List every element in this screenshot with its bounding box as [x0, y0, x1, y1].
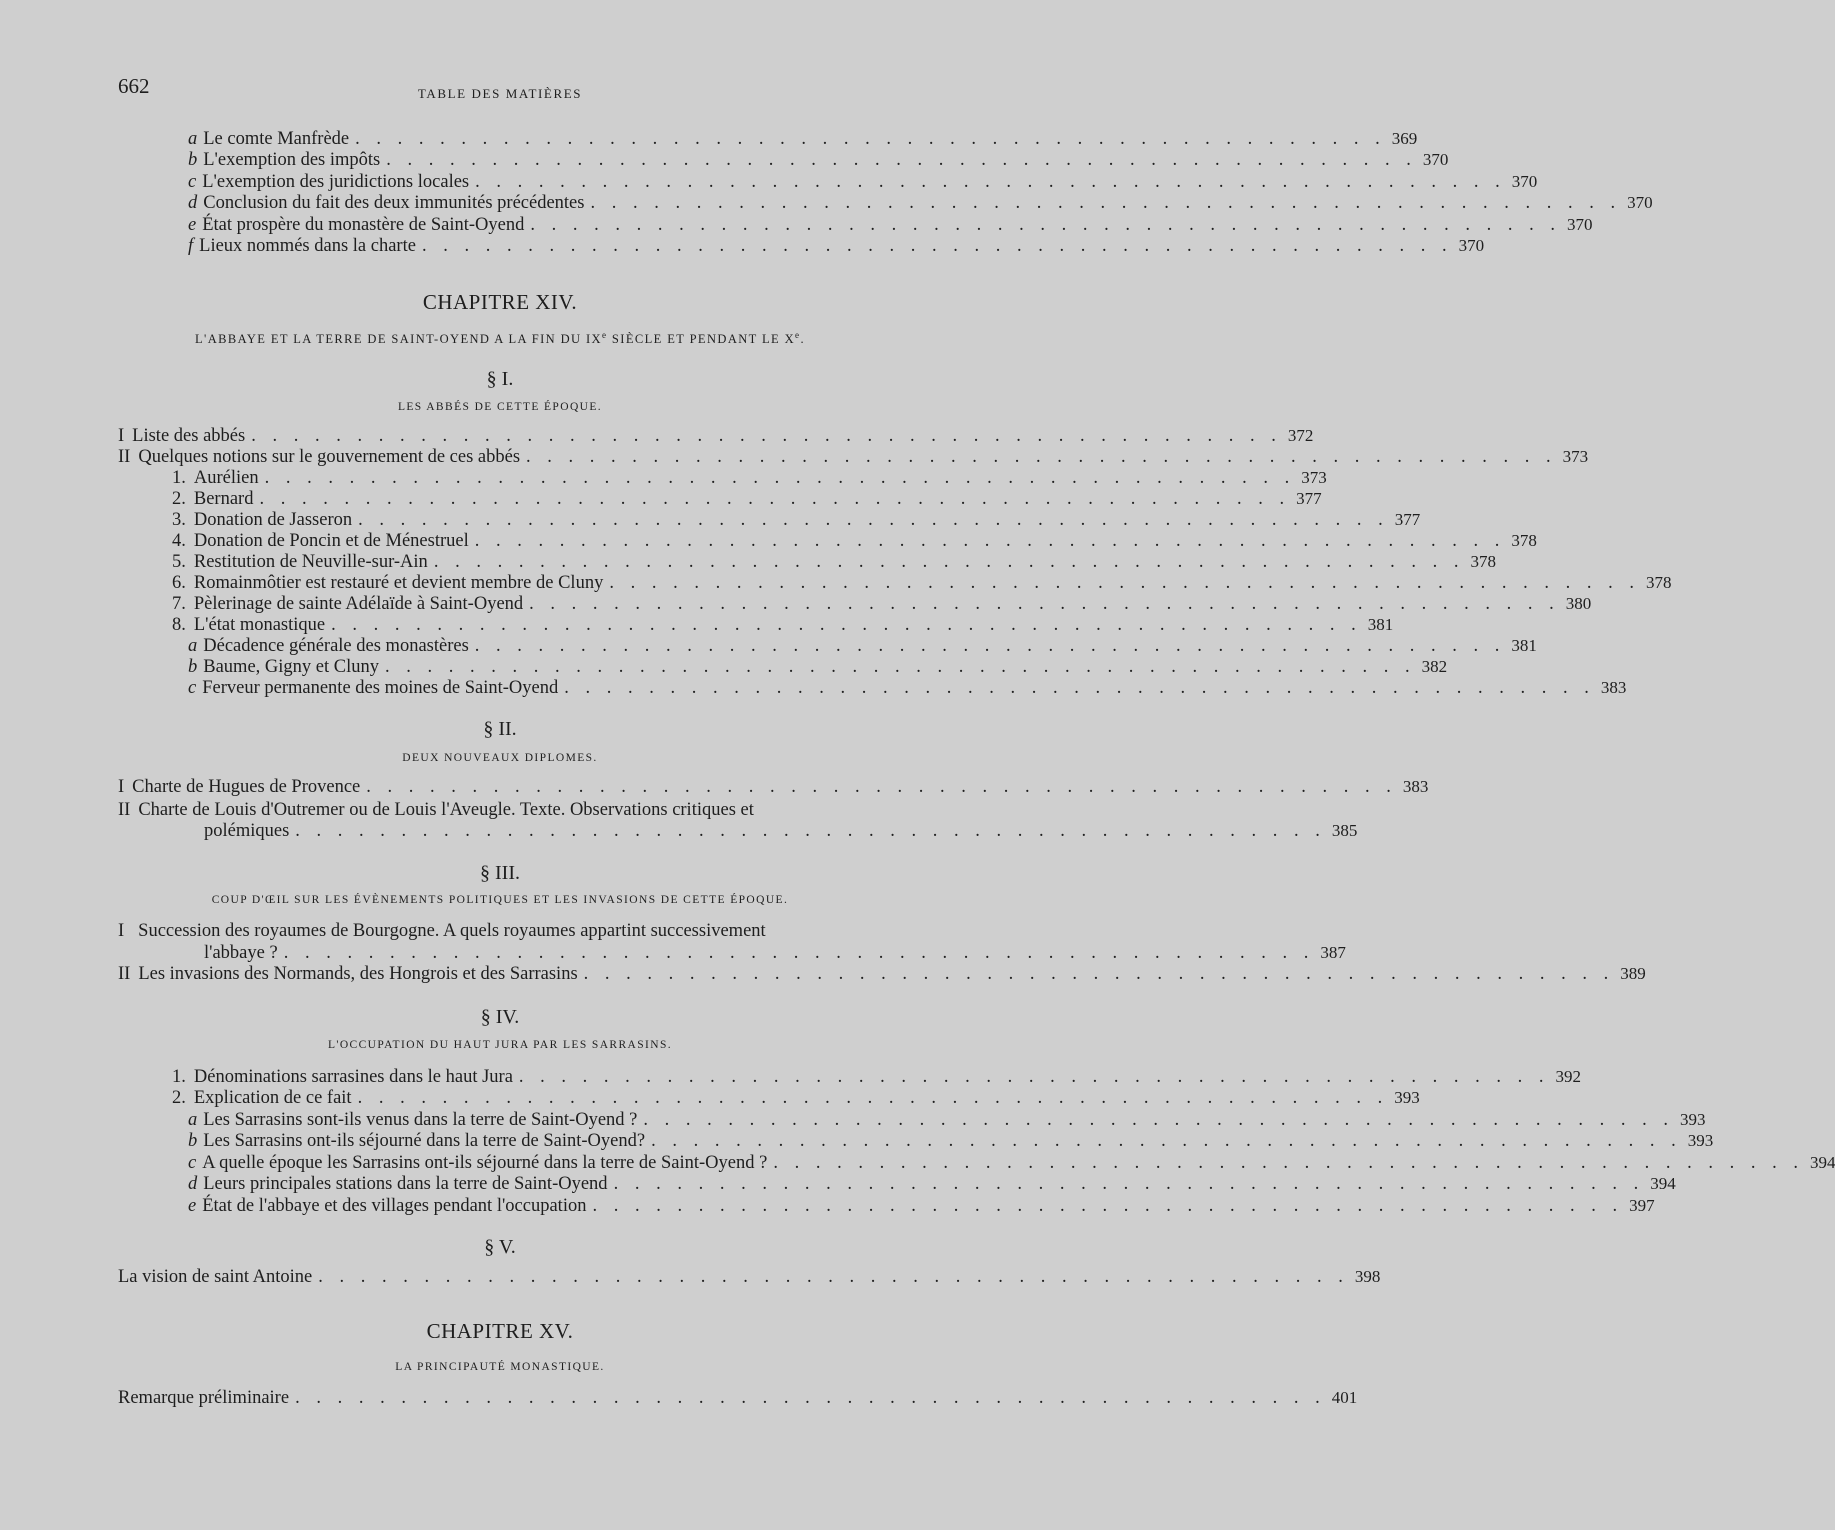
page-ref: 383 [1600, 678, 1627, 697]
toc-entry: 1. Aurélien . . . . . . . . . . . . . . . . . . . . . . . . . . . . . . . . . . . . . . . . . . . . . . . . . 373 [172, 468, 1327, 488]
page-ref: 372 [1287, 426, 1314, 445]
page-ref: 394 [1809, 1153, 1835, 1172]
toc-entry: 2. Bernard . . . . . . . . . . . . . . . . . . . . . . . . . . . . . . . . . . . . . . . . . . . . . . . . . 377 [172, 489, 1322, 509]
toc-entry: c L'exemption des juridictions locales . . . . . . . . . . . . . . . . . . . . . . . . . . . . . . . . . . . . . . . . . . . . . . . . . 370 [188, 172, 1538, 192]
toc-entry: f Lieux nommés dans la charte . . . . . . . . . . . . . . . . . . . . . . . . . . . . . . . . . . . . . . . . . . . . . . . . . 370 [188, 236, 1485, 256]
page-ref: 373 [1301, 468, 1327, 487]
page-ref: 393 [1680, 1110, 1706, 1129]
page-ref: 385 [1331, 821, 1358, 840]
section-mark: § II. [483, 718, 517, 740]
toc-entry: I Liste des abbés . . . . . . . . . . . . . . . . . . . . . . . . . . . . . . . . . . . . . . . . . . . . . . . . . 372 [118, 426, 1314, 446]
toc-entry: 2. Explication de ce fait . . . . . . . . . . . . . . . . . . . . . . . . . . . . . . . . . . . . . . . . . . . . . . . . . 393 [172, 1088, 1420, 1108]
page-ref: 377 [1296, 489, 1322, 508]
toc-entry-line: I Succession des royaumes de Bourgogne. A quels royaumes appartint successivement [118, 921, 766, 941]
toc-entry: La vision de saint Antoine . . . . . . . . . . . . . . . . . . . . . . . . . . . . . . . . . . . . . . . . . . . . . . . . . 398 [118, 1267, 1381, 1287]
page-ref: 392 [1555, 1067, 1582, 1086]
toc-entry: a Décadence générale des monastères . . . . . . . . . . . . . . . . . . . . . . . . . . . . . . . . . . . . . . . . . . . . . . . . . 381 [188, 636, 1537, 656]
page-ref: 383 [1402, 777, 1429, 796]
section-heading: DEUX NOUVEAUX DIPLOMES. [402, 752, 598, 764]
toc-entry-line: II Charte de Louis d'Outremer ou de Louis l'Aveugle. Texte. Observations critiques et [118, 800, 754, 820]
section-mark: § V. [484, 1236, 516, 1258]
page-ref: 401 [1331, 1388, 1358, 1407]
page-number: 662 [118, 74, 150, 98]
toc-entry: II Les invasions des Normands, des Hongrois et des Sarrasins . . . . . . . . . . . . . . . . . . . . . . . . . . . . . . . . . . . . . . . . . . . . . . . . . 389 [118, 964, 1646, 984]
toc-entry: e État de l'abbaye et des villages pendant l'occupation . . . . . . . . . . . . . . . . . . . . . . . . . . . . . . . . . . . . . . . . . . . . . . . . . 397 [188, 1196, 1655, 1216]
toc-entry: 8. L'état monastique . . . . . . . . . . . . . . . . . . . . . . . . . . . . . . . . . . . . . . . . . . . . . . . . . 381 [172, 615, 1394, 635]
page-ref: 393 [1687, 1131, 1714, 1150]
chapter-subtitle: LA PRINCIPAUTÉ MONASTIQUE. [395, 1361, 605, 1373]
toc-entry: 4. Donation de Poncin et de Ménestruel . . . . . . . . . . . . . . . . . . . . . . . . . . . . . . . . . . . . . . . . . . . . . . . . . 378 [172, 531, 1537, 551]
page-ref: 381 [1511, 636, 1537, 655]
toc-entry: d Conclusion du fait des deux immunités précédentes . . . . . . . . . . . . . . . . . . . . . . . . . . . . . . . . . . . . . . . . . . . . . . . . . 370 [188, 193, 1653, 213]
toc-entry: Remarque préliminaire . . . . . . . . . . . . . . . . . . . . . . . . . . . . . . . . . . . . . . . . . . . . . . . . . 401 [118, 1388, 1358, 1408]
running-title: TABLE DES MATIÈRES [417, 86, 583, 101]
toc-entry: b Les Sarrasins ont-ils séjourné dans la terre de Saint-Oyend? . . . . . . . . . . . . . . . . . . . . . . . . . . . . . . . . . . . . . . . . . . . . . . . . . 393 [188, 1131, 1714, 1151]
section-heading: LES ABBÉS DE CETTE ÉPOQUE. [397, 401, 603, 413]
page-ref: 369 [1391, 129, 1418, 148]
toc-entry: I Charte de Hugues de Provence . . . . . . . . . . . . . . . . . . . . . . . . . . . . . . . . . . . . . . . . . . . . . . . . . 383 [118, 777, 1429, 797]
page-ref: 370 [1458, 236, 1485, 255]
toc-entry: 1. Dénominations sarrasines dans le haut Jura . . . . . . . . . . . . . . . . . . . . . . . . . . . . . . . . . . . . . . . . . . . . . . . . . 392 [172, 1067, 1582, 1087]
page-ref: 370 [1422, 150, 1449, 169]
page-ref: 387 [1320, 943, 1346, 962]
page-ref: 370 [1566, 215, 1593, 234]
page-ref: 378 [1645, 573, 1672, 592]
toc-entry: b L'exemption des impôts . . . . . . . . . . . . . . . . . . . . . . . . . . . . . . . . . . . . . . . . . . . . . . . . . 370 [188, 150, 1449, 170]
toc-entry: polémiques . . . . . . . . . . . . . . . . . . . . . . . . . . . . . . . . . . . . . . . . . . . . . . . . . 385 [204, 821, 1358, 841]
page-ref: 394 [1650, 1174, 1676, 1193]
toc-entry: 7. Pèlerinage de sainte Adélaïde à Saint-Oyend . . . . . . . . . . . . . . . . . . . . . . . . . . . . . . . . . . . . . . . . . . . . . . . . . 380 [172, 594, 1592, 614]
toc-entry: II Quelques notions sur le gouvernement de ces abbés . . . . . . . . . . . . . . . . . . . . . . . . . . . . . . . . . . . . . . . . . . . . . . . . . 373 [118, 447, 1589, 467]
page-ref: 393 [1394, 1088, 1420, 1107]
chapter-subtitle: L'ABBAYE ET LA TERRE DE SAINT-OYEND A LA FIN DU IXe SIÈCLE ET PENDANT LE Xe. [195, 330, 805, 347]
page-ref: 382 [1421, 657, 1448, 676]
section-heading: COUP D'ŒIL SUR LES ÉVÈNEMENTS POLITIQUES ET LES INVASIONS DE CETTE ÉPOQUE. [211, 894, 789, 906]
toc-entry: l'abbaye ? . . . . . . . . . . . . . . . . . . . . . . . . . . . . . . . . . . . . . . . . . . . . . . . . . 387 [204, 943, 1346, 963]
toc-entry: 6. Romainmôtier est restauré et devient membre de Cluny . . . . . . . . . . . . . . . . . . . . . . . . . . . . . . . . . . . . . . . . . . . . . . . . . 378 [172, 573, 1672, 593]
toc-entry: a Le comte Manfrède . . . . . . . . . . . . . . . . . . . . . . . . . . . . . . . . . . . . . . . . . . . . . . . . . 369 [188, 129, 1418, 149]
toc-entry: d Leurs principales stations dans la terre de Saint-Oyend . . . . . . . . . . . . . . . . . . . . . . . . . . . . . . . . . . . . . . . . . . . . . . . . . 394 [188, 1174, 1676, 1194]
toc-entry: e État prospère du monastère de Saint-Oyend . . . . . . . . . . . . . . . . . . . . . . . . . . . . . . . . . . . . . . . . . . . . . . . . . 370 [188, 215, 1593, 235]
toc-entry: b Baume, Gigny et Cluny . . . . . . . . . . . . . . . . . . . . . . . . . . . . . . . . . . . . . . . . . . . . . . . . . 382 [188, 657, 1448, 677]
page-ref: 370 [1627, 193, 1653, 212]
page-ref: 380 [1565, 594, 1592, 613]
page-ref: 397 [1629, 1196, 1655, 1215]
page-ref: 378 [1470, 552, 1496, 571]
section-heading: L'OCCUPATION DU HAUT JURA PAR LES SARRASINS. [327, 1039, 673, 1051]
page-ref: 370 [1511, 172, 1538, 191]
page-ref: 389 [1620, 964, 1646, 983]
page-ref: 398 [1354, 1267, 1381, 1286]
page-ref: 377 [1394, 510, 1421, 529]
section-mark: § III. [480, 862, 520, 884]
page-ref: 378 [1511, 531, 1537, 550]
page-ref: 373 [1562, 447, 1589, 466]
section-mark: § I. [486, 368, 514, 390]
toc-entry: c A quelle époque les Sarrasins ont-ils séjourné dans la terre de Saint-Oyend ? . . . . . . . . . . . . . . . . . . . . . . . . . . . . . . . . . . . . . . . . . . . . . . . . . 394 [188, 1153, 1835, 1173]
chapter-title: CHAPITRE XV. [426, 1319, 574, 1343]
page-ref: 381 [1367, 615, 1394, 634]
toc-entry: a Les Sarrasins sont-ils venus dans la terre de Saint-Oyend ? . . . . . . . . . . . . . . . . . . . . . . . . . . . . . . . . . . . . . . . . . . . . . . . . . 393 [188, 1110, 1706, 1130]
chapter-title: CHAPITRE XIV. [422, 290, 578, 314]
toc-entry: 5. Restitution de Neuville-sur-Ain . . . . . . . . . . . . . . . . . . . . . . . . . . . . . . . . . . . . . . . . . . . . . . . . . 378 [172, 552, 1496, 572]
toc-entry: 3. Donation de Jasseron . . . . . . . . . . . . . . . . . . . . . . . . . . . . . . . . . . . . . . . . . . . . . . . . . 377 [172, 510, 1421, 530]
toc-entry: c Ferveur permanente des moines de Saint-Oyend . . . . . . . . . . . . . . . . . . . . . . . . . . . . . . . . . . . . . . . . . . . . . . . . . 383 [188, 678, 1627, 698]
section-mark: § IV. [480, 1006, 520, 1028]
